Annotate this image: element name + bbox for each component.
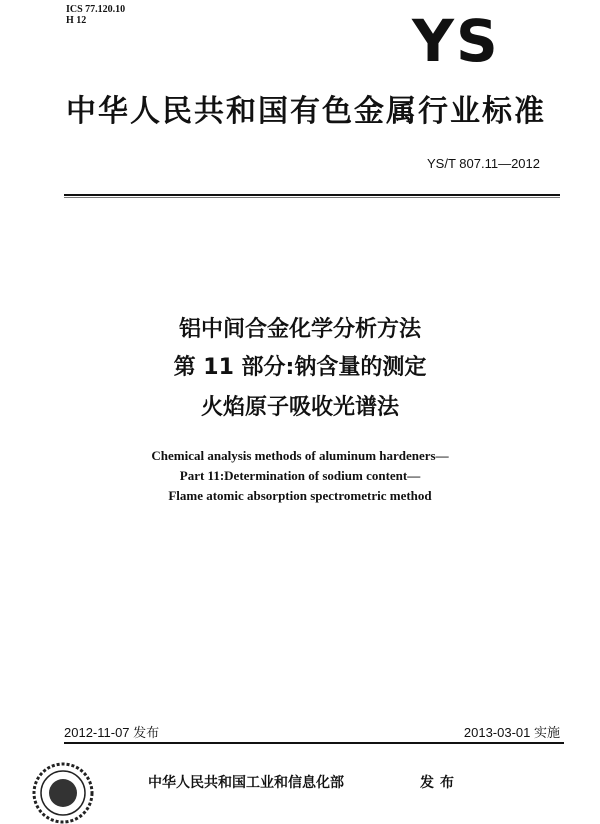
top-divider-shadow: [64, 197, 560, 198]
title-en-line-2: Part 11:Determination of sodium content—: [179, 468, 421, 483]
title-cn-line-2: 第 11 部分:钠含量的测定: [173, 355, 427, 380]
issue-date: 2012-11-07 发布: [64, 725, 160, 740]
ministry-seal-icon: [32, 762, 94, 824]
bottom-divider: [64, 742, 564, 744]
title-cn-line-3: 火焰原子吸收光谱法: [200, 395, 399, 420]
publisher-name: 中华人民共和国工业和信息化部: [148, 775, 344, 791]
ys-logo: YS: [412, 7, 500, 75]
standard-category-title: 中华人民共和国有色金属行业标准: [66, 94, 546, 129]
publish-label: 发布: [420, 775, 460, 791]
ics-classification: [66, 4, 125, 26]
title-en-line-1: Chemical analysis methods of aluminum hardeners—: [151, 448, 449, 463]
top-divider: [64, 194, 560, 196]
title-cn-line-1: 铝中间合金化学分析方法: [178, 317, 421, 342]
implementation-date: 2013-03-01 实施: [463, 725, 560, 740]
ccs-code: H 12: [66, 15, 87, 26]
standard-number: YS/T 807.11—2012: [427, 156, 540, 171]
ics-code: ICS 77.120.10: [66, 4, 126, 15]
title-en-line-3: Flame atomic absorption spectrometric method: [168, 488, 432, 503]
